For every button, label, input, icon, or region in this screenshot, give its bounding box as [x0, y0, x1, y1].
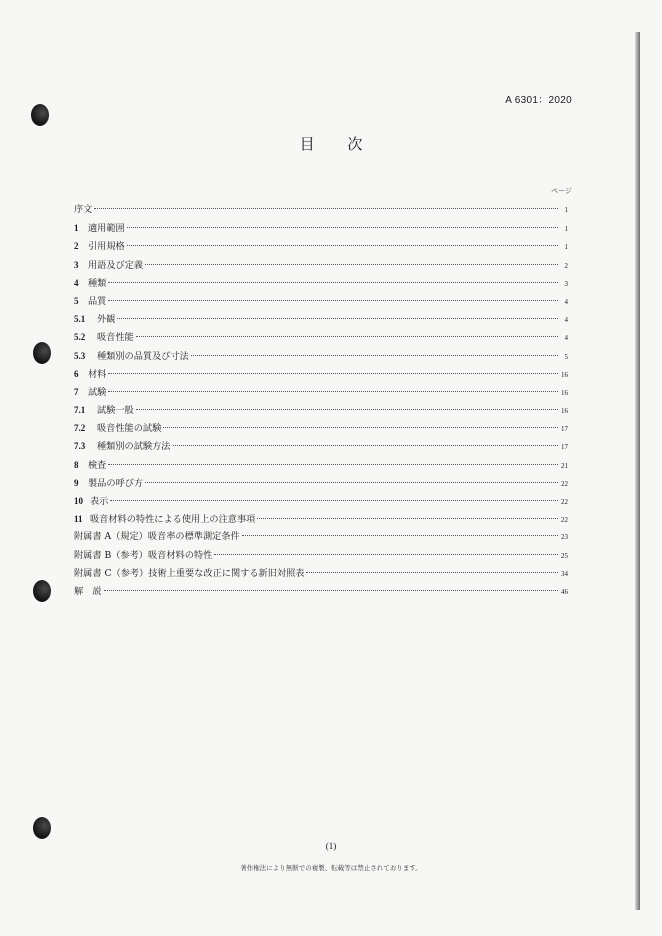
leader-dots [127, 245, 558, 246]
toc-entry-page: 1 [564, 225, 568, 234]
toc-entry-number: 2 [74, 241, 79, 252]
toc-entry[interactable] [74, 565, 568, 583]
standard-number: A 6301：2020 [505, 95, 572, 106]
toc-entry-number: 6 [74, 368, 79, 379]
toc-entry[interactable] [74, 528, 568, 546]
punch-hole [31, 104, 49, 126]
toc-entry-page: 4 [564, 297, 568, 306]
toc-entry-number: 7 [74, 386, 79, 397]
toc-entry-page: 23 [561, 533, 568, 542]
leader-dots [108, 282, 558, 283]
toc-entry[interactable] [74, 365, 568, 383]
toc-entry-number: 5.3 [74, 350, 86, 361]
toc-entry-label: 試験一般 [97, 405, 134, 417]
toc-entry-page: 3 [564, 279, 568, 288]
toc-entry-label: 材料 [88, 368, 107, 380]
toc-entry-label: 吸音性能の試験 [97, 423, 162, 435]
leader-dots [108, 373, 558, 374]
toc-entry-page: 34 [561, 569, 568, 578]
leader-dots [136, 409, 558, 410]
leader-dots [214, 554, 558, 555]
toc-entry-number: 3 [74, 259, 79, 270]
leader-dots [127, 227, 558, 228]
page-title: 目 次 [299, 135, 377, 153]
toc-entry[interactable] [74, 201, 568, 219]
toc-entry-label: 吸音材料の特性による使用上の注意事項 [90, 514, 256, 526]
page-column-label: ページ [551, 187, 572, 195]
toc-entry-label: 製品の呼び方 [88, 477, 144, 489]
toc-entry-page: 1 [564, 206, 568, 214]
toc-entry-label: 試験 [88, 386, 107, 398]
toc-entry-page: 1 [564, 243, 568, 252]
toc-entry-number: 10 [74, 496, 83, 506]
toc-entry-number: 4 [74, 277, 79, 288]
punch-hole [33, 342, 51, 364]
toc-entry-number: 7.1 [74, 405, 86, 416]
page-number: (1) [325, 841, 337, 851]
toc-entry[interactable] [74, 219, 568, 237]
toc-entry[interactable] [74, 419, 568, 437]
leader-dots [117, 318, 558, 319]
toc-entry[interactable] [74, 510, 568, 528]
toc-entry-label: 用語及び定義 [88, 259, 144, 271]
leader-dots [191, 355, 558, 356]
toc-entry-page: 16 [561, 388, 568, 397]
punch-hole [33, 817, 51, 839]
toc-entry-page: 21 [561, 461, 568, 470]
toc-entry-label: 種類別の品質及び寸法 [97, 350, 189, 362]
toc-entry-number: 8 [74, 459, 79, 470]
toc-entry[interactable] [74, 547, 568, 565]
toc-entry-page: 22 [561, 498, 568, 506]
toc-entry-label: 種類 [88, 277, 107, 289]
toc-entry-label: 解 説 [74, 585, 102, 597]
toc-entry-label: 表示 [90, 496, 109, 507]
toc-entry-page: 17 [561, 425, 568, 434]
toc-entry[interactable] [74, 256, 568, 274]
leader-dots [145, 264, 558, 265]
leader-dots [257, 518, 558, 519]
toc-entry[interactable] [74, 328, 568, 346]
toc-entry[interactable] [74, 292, 568, 310]
toc-entry-label: 品質 [88, 295, 107, 307]
toc-entry-page: 4 [564, 316, 568, 325]
toc-entry[interactable] [74, 310, 568, 328]
toc-entry-label: 適用範囲 [88, 223, 125, 235]
toc-entry[interactable] [74, 237, 568, 255]
toc-entry[interactable] [74, 401, 568, 419]
toc-entry-number: 5 [74, 295, 79, 306]
toc-entry-page: 22 [561, 516, 568, 525]
toc-entry-number: 5.2 [74, 332, 86, 343]
toc-entry[interactable] [74, 274, 568, 292]
toc-entry-page: 2 [564, 261, 568, 270]
toc-entry-label: 検査 [88, 459, 107, 471]
toc-entry-page: 46 [561, 587, 568, 596]
toc-entry-label: 附属書 A（規定）吸音率の標準測定条件 [74, 531, 240, 543]
toc-entry-page: 17 [561, 443, 568, 452]
toc-entry[interactable] [74, 456, 568, 474]
leader-dots [104, 590, 558, 591]
toc-entry-number: 9 [74, 477, 79, 488]
leader-dots [145, 482, 558, 483]
leader-dots [173, 445, 559, 446]
toc-entry-number: 11 [74, 514, 83, 525]
leader-dots [108, 464, 558, 465]
leader-dots [94, 208, 558, 209]
toc-entry-label: 附属書 C（参考）技術上重要な改正に関する新旧対照表 [74, 567, 305, 579]
page-edge-shadow [635, 32, 640, 910]
punch-hole [33, 580, 51, 602]
leader-dots [136, 336, 558, 337]
toc-entry-page: 16 [561, 370, 568, 379]
toc-entry[interactable] [74, 347, 568, 365]
toc-entry-page: 5 [564, 352, 568, 361]
toc-entry-label: 附属書 B（参考）吸音材料の特性 [74, 549, 213, 561]
toc-entry[interactable] [74, 383, 568, 401]
toc-entry[interactable] [74, 583, 568, 601]
toc-entry-number: 5.1 [74, 314, 86, 325]
leader-dots [108, 391, 558, 392]
toc-entry-number: 1 [74, 223, 79, 234]
leader-dots [110, 500, 558, 501]
leader-dots [108, 300, 558, 301]
leader-dots [306, 572, 558, 573]
leader-dots [163, 427, 558, 428]
toc-entry-number: 7.3 [74, 441, 86, 452]
leader-dots [242, 535, 558, 536]
toc-entry-label: 吸音性能 [97, 332, 134, 344]
table-of-contents [74, 201, 568, 601]
toc-entry-page: 25 [561, 551, 568, 560]
toc-entry[interactable] [74, 437, 568, 455]
toc-entry-page: 4 [564, 334, 568, 343]
toc-entry[interactable] [74, 492, 568, 510]
toc-entry-page: 22 [561, 479, 568, 488]
copyright-notice: 著作権法により無断での複製、転載等は禁止されております。 [240, 864, 422, 872]
toc-entry-label: 引用規格 [88, 241, 125, 253]
toc-entry-number: 7.2 [74, 423, 86, 434]
toc-entry-label: 序文 [74, 204, 93, 215]
toc-entry-label: 種類別の試験方法 [97, 441, 171, 453]
toc-entry[interactable] [74, 474, 568, 492]
toc-entry-page: 16 [561, 407, 568, 416]
toc-entry-label: 外観 [97, 314, 116, 326]
